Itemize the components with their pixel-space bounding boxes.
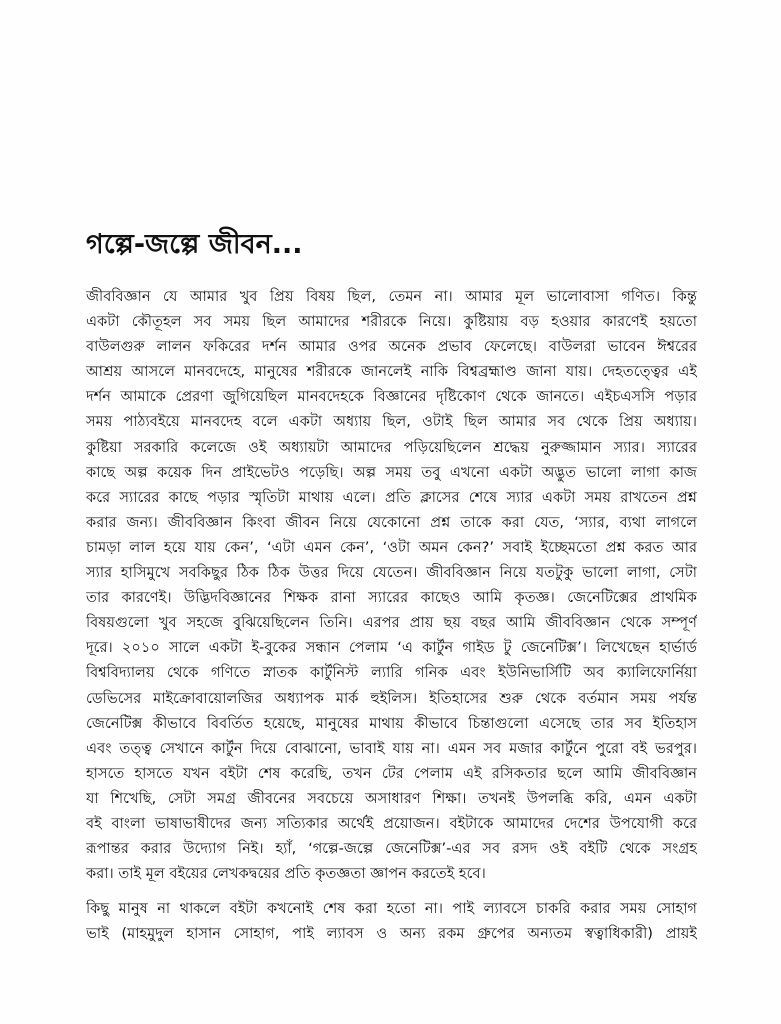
document-page	[86, 226, 697, 946]
text-line: করার জন্য। জীববিজ্ঞান কিংবা জীবন নিয়ে যেকোনো প্রশ্ন তাকে করা যেত, ‘স্যার, ব্যথা লাগলে	[86, 513, 697, 531]
text-line: দূরে। ২০১০ সালে একটা ই-বুকের সন্ধান পেলাম ‘এ কার্টুন গাইড টু জেনেটিক্স’। লিখেছেন হার্ভার্ড	[86, 639, 697, 657]
paragraph-1	[86, 284, 697, 886]
text-line: বাউলগুরু লালন ফকিরের দর্শন আমার ওপর অনেক প্রভাব ফেলেছে। বাউলরা ভাবেন ঈশ্বরের	[86, 338, 697, 356]
text-line: একটা কৌতূহল সব সময় ছিল আমাদের শরীরকে নিয়ে। কুষ্টিয়ায় বড় হওয়ার কারণেই হয়তো	[86, 313, 697, 331]
text-line: বিশ্ববিদ্যালয় থেকে গণিতে স্নাতক কার্টুনিস্ট ল্যারি গনিক এবং ইউনিভার্সিটি অব ক্যালিফোর্নিয়া	[86, 664, 697, 682]
text-line: হাসতে হাসতে যখন বইটা শেষ করেছি, তখন টের পেলাম এই রসিকতার ছলে আমি জীববিজ্ঞান	[86, 764, 697, 782]
text-line: চামড়া লাল হয়ে যায় কেন’, ‘এটা এমন কেন’, ‘ওটা অমন কেন?’ সবাই ইচ্ছেমতো প্রশ্ন করত আর	[86, 538, 697, 556]
text-line: স্যার হাসিমুখে সবকিছুর ঠিক ঠিক উত্তর দিয়ে যেতেন। জীববিজ্ঞান নিয়ে যতটুকু ভালো লাগা, সেটা	[86, 564, 697, 582]
text-line: রূপান্তর করার উদ্যোগ নিই। হ্যাঁ, ‘গল্পে-জল্পে জেনেটিক্স’-এর সব রসদ ওই বইটি থেকে সংগ্রহ	[86, 840, 697, 858]
chapter-title: গল্পে-জল্পে জীবন...	[86, 229, 303, 260]
text-line: বিষয়গুলো খুব সহজে বুঝিয়েছিলেন তিনি। এরপর প্রায় ছয় বছর আমি জীববিজ্ঞান থেকে সম্পূর্ণ	[86, 614, 697, 632]
text-line: জেনেটিক্স কীভাবে বিবর্তিত হয়েছে, মানুষের মাথায় কীভাবে চিন্তাগুলো এসেছে তার সব ইতিহাস	[86, 714, 697, 732]
text-line: সময় পাঠ্যবইয়ে মানবদেহ বলে একটা অধ্যায় ছিল, ওটাই ছিল আমার সব থেকে প্রিয় অধ্যায়।	[86, 413, 697, 431]
paragraph-2	[86, 896, 697, 946]
text-line: বই বাংলা ভাষাভাষীদের জন্য সত্যিকার অর্থেই প্রয়োজন। বইটাকে আমাদের দেশের উপযোগী করে	[86, 814, 697, 832]
text-line: জীববিজ্ঞান যে আমার খুব প্রিয় বিষয় ছিল, তেমন না। আমার মূল ভালোবাসা গণিত। কিন্তু	[86, 288, 697, 305]
text-line: তার কারণেই। উদ্ভিদবিজ্ঞানের শিক্ষক রানা স্যারের কাছেও আমি কৃতজ্ঞ। জেনেটিক্সের প্রাথমিক	[86, 589, 697, 607]
text-line: করা। তাই মূল বইয়ের লেখকদ্বয়ের প্রতি কৃতজ্ঞতা জ্ঞাপন করতেই হবে।	[86, 865, 486, 883]
text-line: ভাই (মাহমুদুল হাসান সোহাগ, পাই ল্যাবস ও অন্য রকম গ্রুপের অন্যতম স্বত্বাধিকারী) প্রায়ই	[86, 925, 697, 943]
text-line: আশ্রয় আসলে মানবদেহে, মানুষের শরীরকে জানলেই নাকি বিশ্বব্রহ্মাণ্ড জানা যায়। দেহতত্ত্বের এই	[86, 363, 697, 381]
text-line: কাছে অল্প কয়েক দিন প্রাইভেটও পড়েছি। অল্প সময় তবু এখনো একটা অদ্ভুত ভালো লাগা কাজ	[86, 463, 697, 481]
text-line: কুষ্টিয়া সরকারি কলেজে ওই অধ্যায়টা আমাদের পড়িয়েছিলেন শ্রদ্ধেয় নুরুজ্জামান স্যার। স্যারের	[86, 438, 697, 456]
text-line: করে স্যারের কাছে পড়ার স্মৃতিটা মাথায় এলে। প্রতি ক্লাসের শেষে স্যার একটা সময় রাখতেন প্রশ্ন	[86, 488, 697, 506]
text-line: এবং তত্ত্ব সেখানে কার্টুন দিয়ে বোঝানো, ভাবাই যায় না। এমন সব মজার কার্টুনে পুরো বই ভরপুর।	[86, 739, 697, 757]
text-line: কিছু মানুষ না থাকলে বইটা কখনোই শেষ করা হতো না। পাই ল্যাবসে চাকরি করার সময় সোহাগ	[86, 900, 697, 918]
text-line: ডেভিসের মাইক্রোবায়োলজির অধ্যাপক মার্ক হুইলিস। ইতিহাসের শুরু থেকে বর্তমান সময় পর্যন্ত	[86, 689, 697, 707]
text-line: দর্শন আমাকে প্রেরণা জুগিয়েছিল মানবদেহকে বিজ্ঞানের দৃষ্টিকোণ থেকে জানতে। এইচএসসি পড়ার	[86, 388, 697, 406]
text-line: যা শিখেছি, সেটা সমগ্র জীবনের সবচেয়ে অসাধারণ শিক্ষা। তখনই উপলব্ধি করি, এমন একটা	[86, 789, 697, 807]
